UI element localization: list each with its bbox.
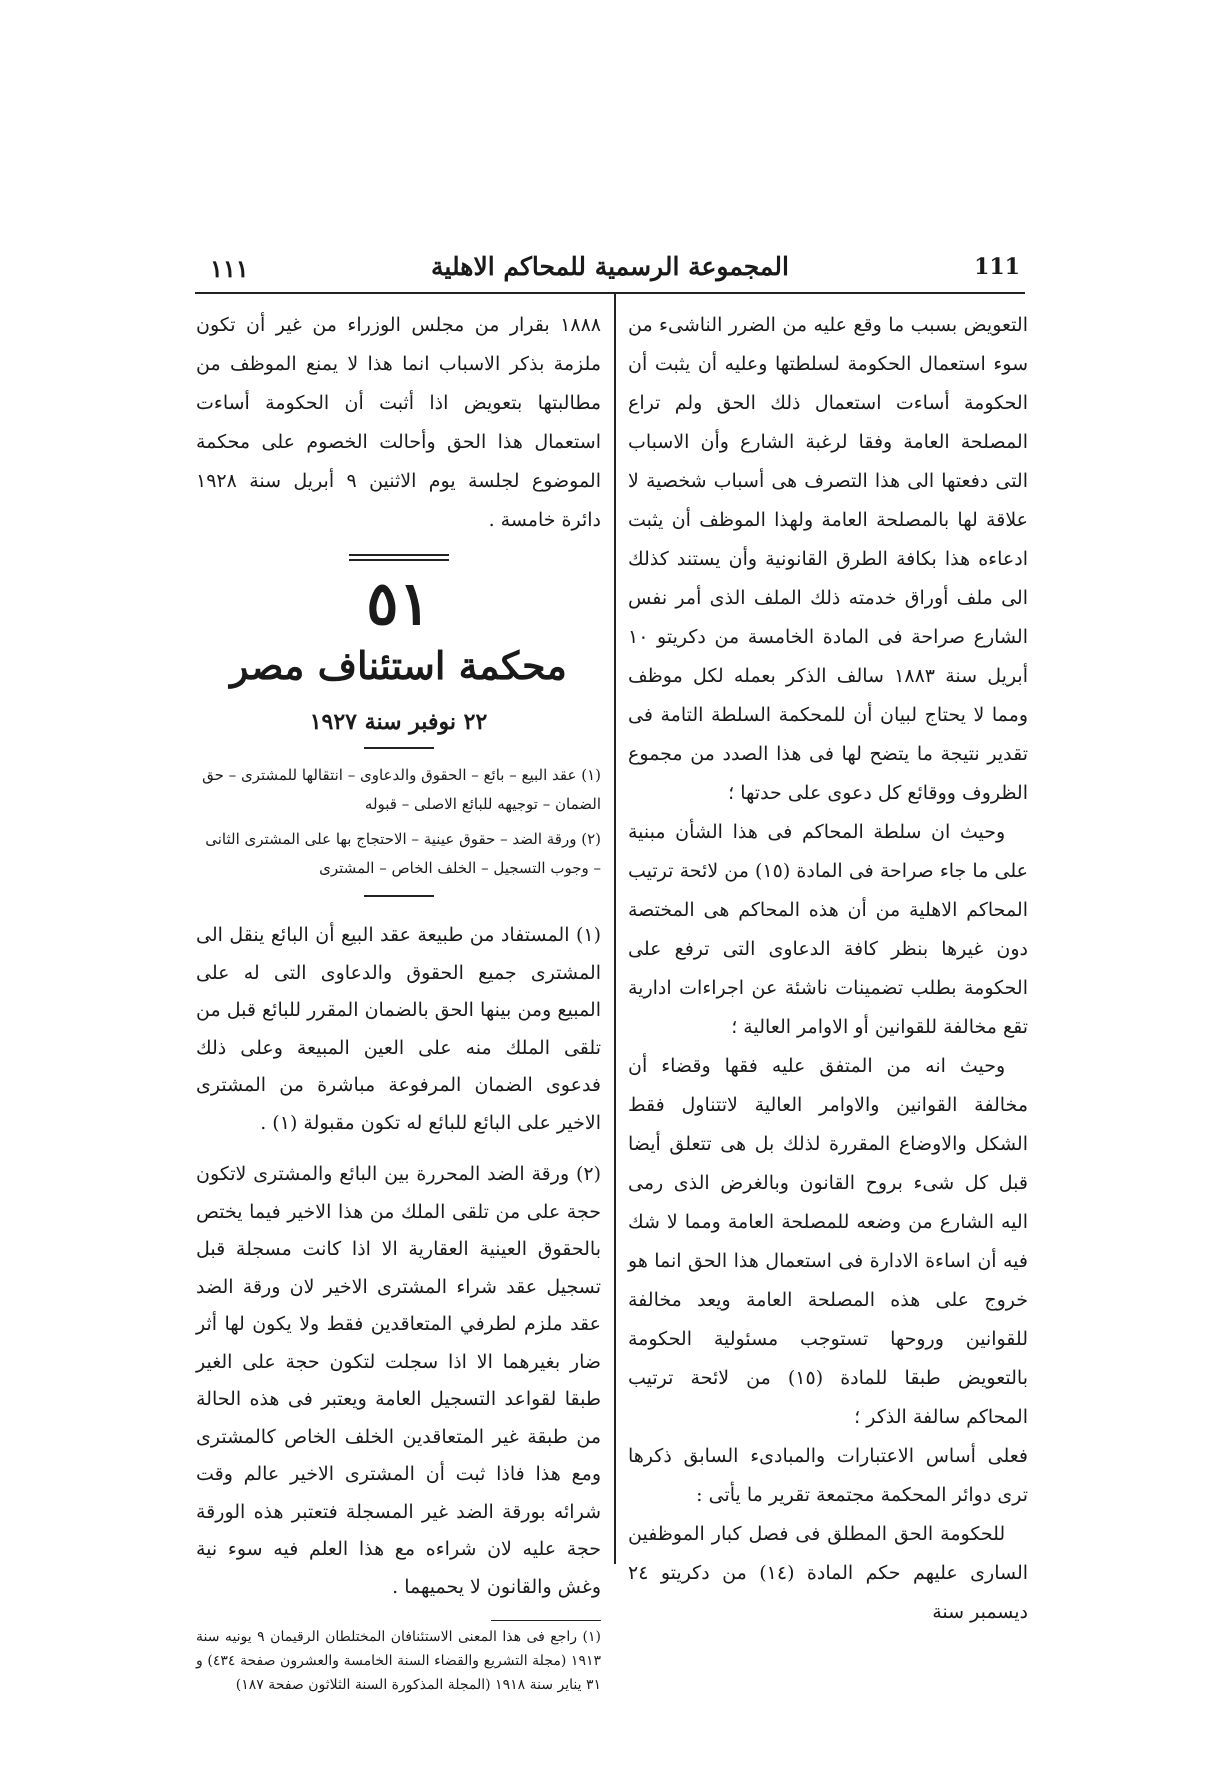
rule: [364, 747, 434, 749]
body-paragraph: وحيث ان سلطة المحاكم فى هذا الشأن مبنية على ما جاء صراحة فى المادة (١٥) من لائحة ترتيب المحاكم الاهلية من أن هذه المحاكم هى المختصة دون غيرها بنظر كافة الدعاوى التى ترفع على الحكومة بطلب تضمينات ناشئة عن اجراءات ادارية تقع مخالفة للقوانين أو الاوامر العالية ؛: [628, 821, 1028, 1038]
judgment-date: ٢٢ نوفبر سنة ١٩٢٧: [309, 709, 488, 735]
footnote-rule: [491, 1620, 601, 1621]
holding-paragraph: (١) المستفاد من طبيعة عقد البيع أن البائع ينقل الى المشترى جميع الحقوق والدعاوى التى له على المبيع ومن بينها الحق بالضمان المقرر للبائع قبل من تلقى الملك منه على العين المبيعة وعلى ذلك فدعوى الضمان المرفوعة مباشرة من المشترى الاخير على البائع للبائع له تكون مقبولة (١) .: [196, 924, 601, 1134]
case-number: ٥١: [366, 569, 431, 639]
body-paragraph: التعويض بسبب ما وقع عليه من الضرر الناشىء من سوء استعمال الحكومة لسلطتها وعليه أن يثبت أن الحكومة أساءت استعمال ذلك الحق ولم تراع المصلحة العامة وفقا لرغبة الشارع وأن الاسباب التى دفعتها الى هذا التصرف هى أسباب شخصية لا علاقة لها بالمصلحة العامة ولهذا الموظف أن يثبت ادعاءه هذا بكافة الطرق القانونية وأن يستند كذلك الى ملف أوراق خدمته ذلك الملف الذى أمر نفس الشارع صراحة فى المادة الخامسة من دكريتو ١٠ أبريل سنة ١٨٨٣ سالف الذكر بعمله لكل موظف ومما لا يحتاج لبيان أن للمحكمة السلطة التامة فى تقدير نتيجة ما يتضح لها فى هذا الصدد من مجموع الظروف ووقائع كل دعوى على حدتها ؛: [628, 314, 1028, 804]
footnote: (١) راجع فى هذا المعنى الاستئنافان المختلطان الرقيمان ٩ يونيه سنة ١٩١٣ (مجلة التشريع والقضاء السنة الخامسة والعشرون صفحة ٤٣٤) و ٣١ يناير سنة ١٩١٨ (المجلة المذكورة السنة الثلاثون صفحة ١٨٧): [196, 1629, 601, 1693]
right-column: [628, 306, 1028, 1632]
section-divider: [349, 554, 449, 561]
summary-item: (٢) ورقة الضد – حقوق عينية – الاحتجاج بها على المشترى الثانى – وجوب التسجيل – الخلف الخاص – المشترى: [205, 830, 601, 877]
continuation-paragraph: ١٨٨٨ بقرار من مجلس الوزراء من غير أن تكون ملزمة بذكر الاسباب انما هذا لا يمنع الموظف من مطالبتها بتعويض اذا أثبت أن الحكومة أساءت استعمال هذا الحق وأحالت الخصوم على محكمة الموضوع لجلسة يوم الاثنين ٩ أبريل سنة ١٩٢٨ دائرة خامسة .: [196, 314, 602, 531]
court-name: محكمة استئناف مصر: [230, 643, 567, 688]
summary-item: (١) عقد البيع – بائع – الحقوق والدعاوى – انتقالها للمشترى – حق الضمان – توجيهه للبائع الاصلى – قبوله: [202, 766, 601, 813]
body-paragraph: فعلى أساس الاعتبارات والمبادىء السابق ذكرها ترى دوائر المحكمة مجتمعة تقرير ما يأتى :: [628, 1445, 1028, 1506]
left-column: [196, 306, 601, 1697]
body-paragraph: للحكومة الحق المطلق فى فصل كبار الموظفين السارى عليهم حكم المادة (١٤) من دكريتو ٢٤ ديسمبر سنة: [628, 1523, 1029, 1623]
page-number-latin: 111: [974, 254, 1020, 280]
page-number-arabic: ١١١: [210, 254, 249, 283]
header-rule: [195, 292, 1025, 294]
rule: [364, 895, 434, 897]
holding-paragraph: (٢) ورقة الضد المحررة بين البائع والمشترى لاتكون حجة على من تلقى الملك من هذا الاخير فيما يختص بالحقوق العينية العقارية الا اذا كانت مسجلة قبل تسجيل عقد شراء المشترى الاخير لان ورقة الضد عقد ملزم لطرفي المتعاقدين فقط ولا يكون لها أثر ضار بغيرهما الا اذا سجلت لتكون حجة على الغير طبقا لقواعد التسجيل العامة ويعتبر فى هذه الحالة من طبقة غير المتعاقدين الخلف الخاص كالمشترى ومع هذا فاذا ثبت أن المشترى الاخير عالم وقت شرائه بورقة الضد غير المسجلة فتعتبر هذه الورقة حجة عليه لان شراءه مع هذا العلم فيه سوء نية وغش والقانون لا يحميهما .: [196, 1163, 601, 1598]
page-header-title: المجموعة الرسمية للمحاكم الاهلية: [431, 252, 789, 281]
page-header: [195, 248, 1025, 290]
body-paragraph: وحيث انه من المتفق عليه فقها وقضاء أن مخالفة القوانين والاوامر العالية لاتتناول فقط الشكل والاوضاع المقررة لذلك بل هى تتعلق أيضا قبل كل شىء بروح القانون وبالغرض الذى رمى اليه الشارع من وضعه للمصلحة العامة ومما لا شك فيه أن اساءة الادارة فى استعمال هذا الحق انما هو خروج على هذه المصلحة العامة ويعد مخالفة للقوانين وروحها تستوجب مسئولية الحكومة بالتعويض طبقا للمادة (١٥) من لائحة ترتيب المحاكم سالفة الذكر ؛: [628, 1055, 1029, 1428]
column-divider: [614, 294, 616, 1564]
